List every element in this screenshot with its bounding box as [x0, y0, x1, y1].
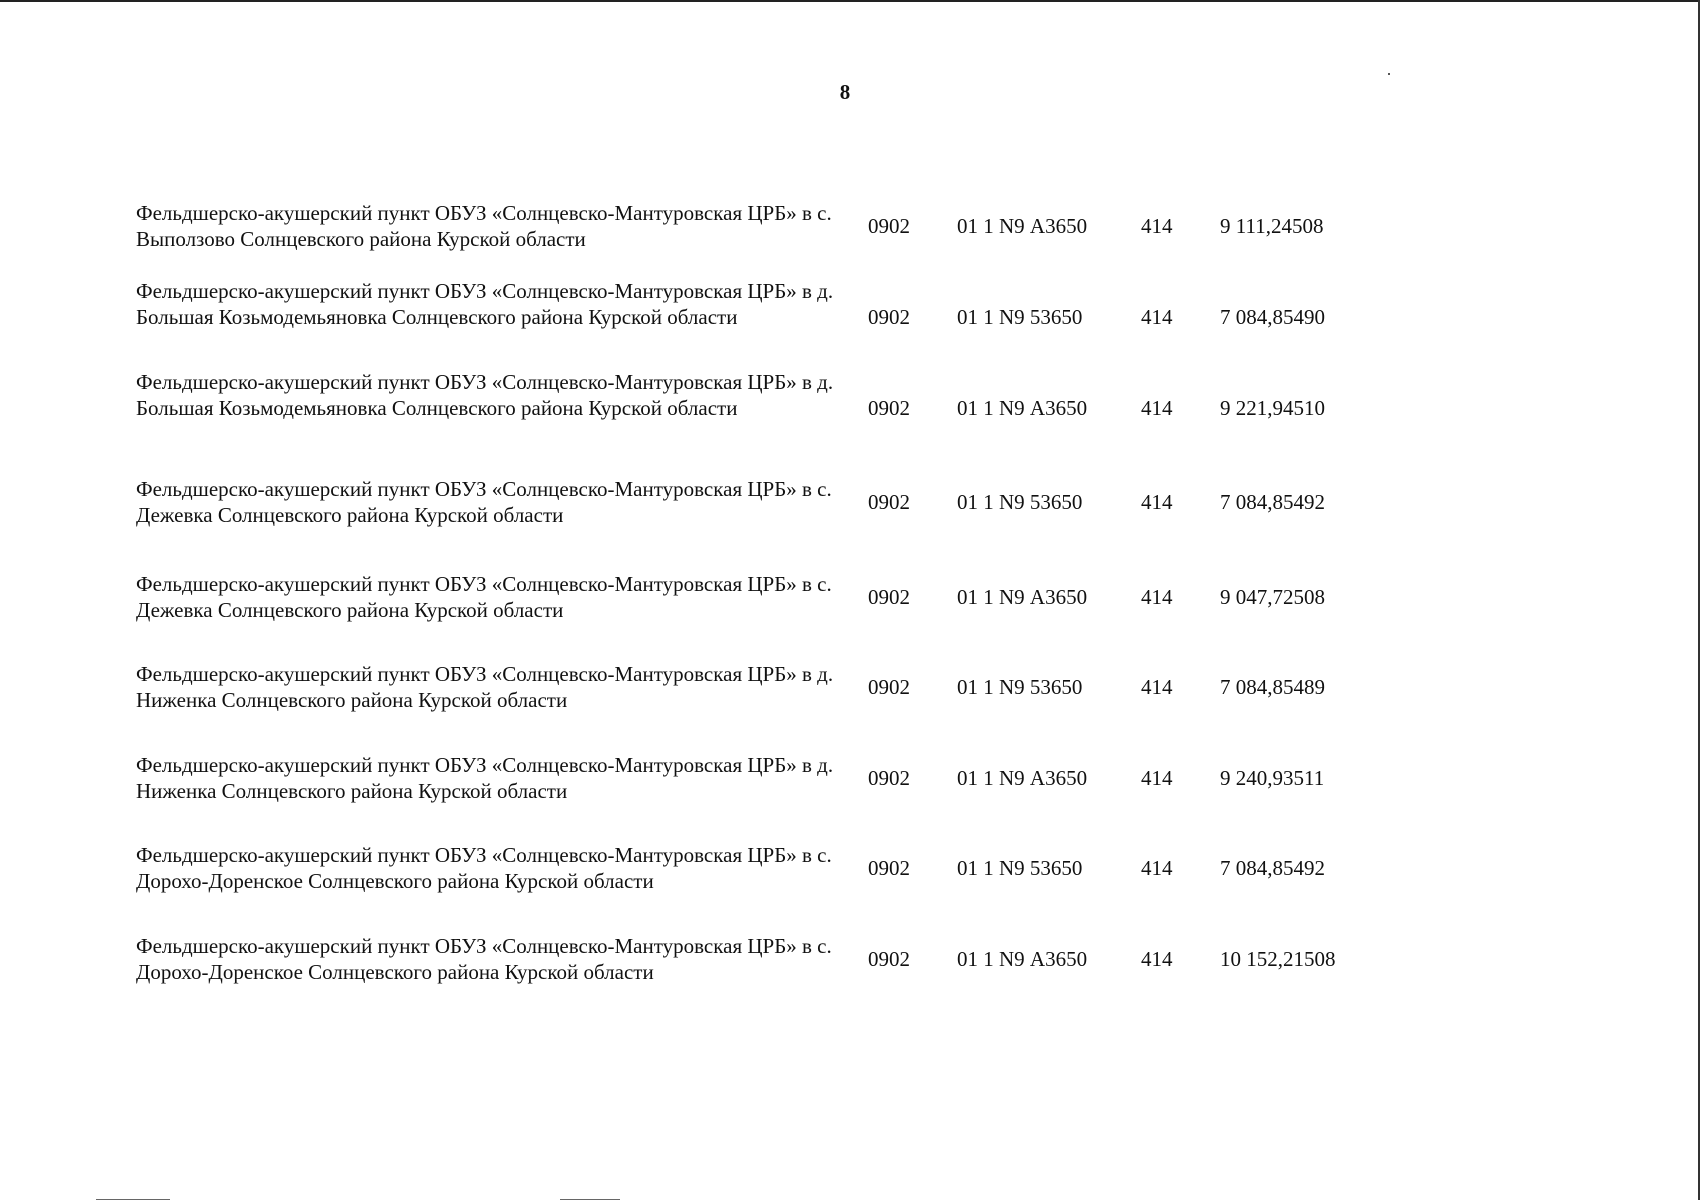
- target-article-code: 01 1 N9 53650: [957, 305, 1083, 329]
- table-row: [0, 661, 1700, 747]
- expense-type-code: 414: [1141, 675, 1173, 699]
- section-code: 0902: [868, 214, 910, 238]
- target-article-code: 01 1 N9 А3650: [957, 766, 1088, 790]
- amount-value: 9 240,93511: [1220, 766, 1325, 790]
- expense-type-code: 414: [1141, 947, 1173, 971]
- institution-description: Фельдшерско-акушерский пункт ОБУЗ «Солнцевско-Мантуровская ЦРБ» в д. Ниженка Солнцевского района Курской области: [136, 753, 834, 803]
- institution-description: Фельдшерско-акушерский пункт ОБУЗ «Солнцевско-Мантуровская ЦРБ» в д. Большая Козьмодемьяновка Солнцевского района Курской области: [136, 370, 834, 420]
- section-code: 0902: [868, 766, 910, 790]
- expense-type-code: 414: [1141, 305, 1173, 329]
- table-row: [0, 571, 1700, 657]
- amount-value: 7 084,85489: [1220, 675, 1325, 699]
- target-article-code: 01 1 N9 А3650: [957, 214, 1088, 238]
- page-number: 8: [839, 80, 851, 104]
- scan-edge-top: [0, 0, 1700, 2]
- target-article-code: 01 1 N9 53650: [957, 856, 1083, 880]
- target-article-code: 01 1 N9 53650: [957, 490, 1083, 514]
- section-code: 0902: [868, 947, 910, 971]
- section-code: 0902: [868, 585, 910, 609]
- scan-speck: [1388, 73, 1390, 75]
- expense-type-code: 414: [1141, 490, 1173, 514]
- amount-value: 9 047,72508: [1220, 585, 1325, 609]
- institution-description: Фельдшерско-акушерский пункт ОБУЗ «Солнцевско-Мантуровская ЦРБ» в с. Выползово Солнцевского района Курской области: [136, 201, 832, 251]
- target-article-code: 01 1 N9 А3650: [957, 396, 1088, 420]
- table-row: [0, 278, 1700, 364]
- section-code: 0902: [868, 490, 910, 514]
- section-code: 0902: [868, 396, 910, 420]
- amount-value: 7 084,85492: [1220, 490, 1325, 514]
- table-row: [0, 476, 1700, 562]
- table-row: [0, 200, 1700, 286]
- institution-description: Фельдшерско-акушерский пункт ОБУЗ «Солнцевско-Мантуровская ЦРБ» в с. Дежевка Солнцевского района Курской области: [136, 572, 832, 622]
- table-row: [0, 369, 1700, 455]
- amount-value: 10 152,21508: [1220, 947, 1336, 971]
- institution-description: Фельдшерско-акушерский пункт ОБУЗ «Солнцевско-Мантуровская ЦРБ» в с. Дежевка Солнцевского района Курской области: [136, 477, 832, 527]
- section-code: 0902: [868, 305, 910, 329]
- table-row: [0, 842, 1700, 928]
- amount-value: 9 111,24508: [1220, 214, 1324, 238]
- expense-type-code: 414: [1141, 214, 1173, 238]
- institution-description: Фельдшерско-акушерский пункт ОБУЗ «Солнцевско-Мантуровская ЦРБ» в с. Дорохо-Доренское Солнцевского района Курской области: [136, 843, 832, 893]
- target-article-code: 01 1 N9 А3650: [957, 947, 1088, 971]
- section-code: 0902: [868, 675, 910, 699]
- expense-type-code: 414: [1141, 766, 1173, 790]
- institution-description: Фельдшерско-акушерский пункт ОБУЗ «Солнцевско-Мантуровская ЦРБ» в д. Ниженка Солнцевского района Курской области: [136, 662, 834, 712]
- institution-description: Фельдшерско-акушерский пункт ОБУЗ «Солнцевско-Мантуровская ЦРБ» в с. Дорохо-Доренское Солнцевского района Курской области: [136, 934, 832, 984]
- expense-type-code: 414: [1141, 856, 1173, 880]
- expense-type-code: 414: [1141, 396, 1173, 420]
- target-article-code: 01 1 N9 А3650: [957, 585, 1088, 609]
- table-row: [0, 933, 1700, 1019]
- section-code: 0902: [868, 856, 910, 880]
- target-article-code: 01 1 N9 53650: [957, 675, 1083, 699]
- amount-value: 9 221,94510: [1220, 396, 1325, 420]
- table-row: [0, 752, 1700, 838]
- amount-value: 7 084,85492: [1220, 856, 1325, 880]
- institution-description: Фельдшерско-акушерский пункт ОБУЗ «Солнцевско-Мантуровская ЦРБ» в д. Большая Козьмодемьяновка Солнцевского района Курской области: [136, 279, 834, 329]
- expense-type-code: 414: [1141, 585, 1173, 609]
- amount-value: 7 084,85490: [1220, 305, 1325, 329]
